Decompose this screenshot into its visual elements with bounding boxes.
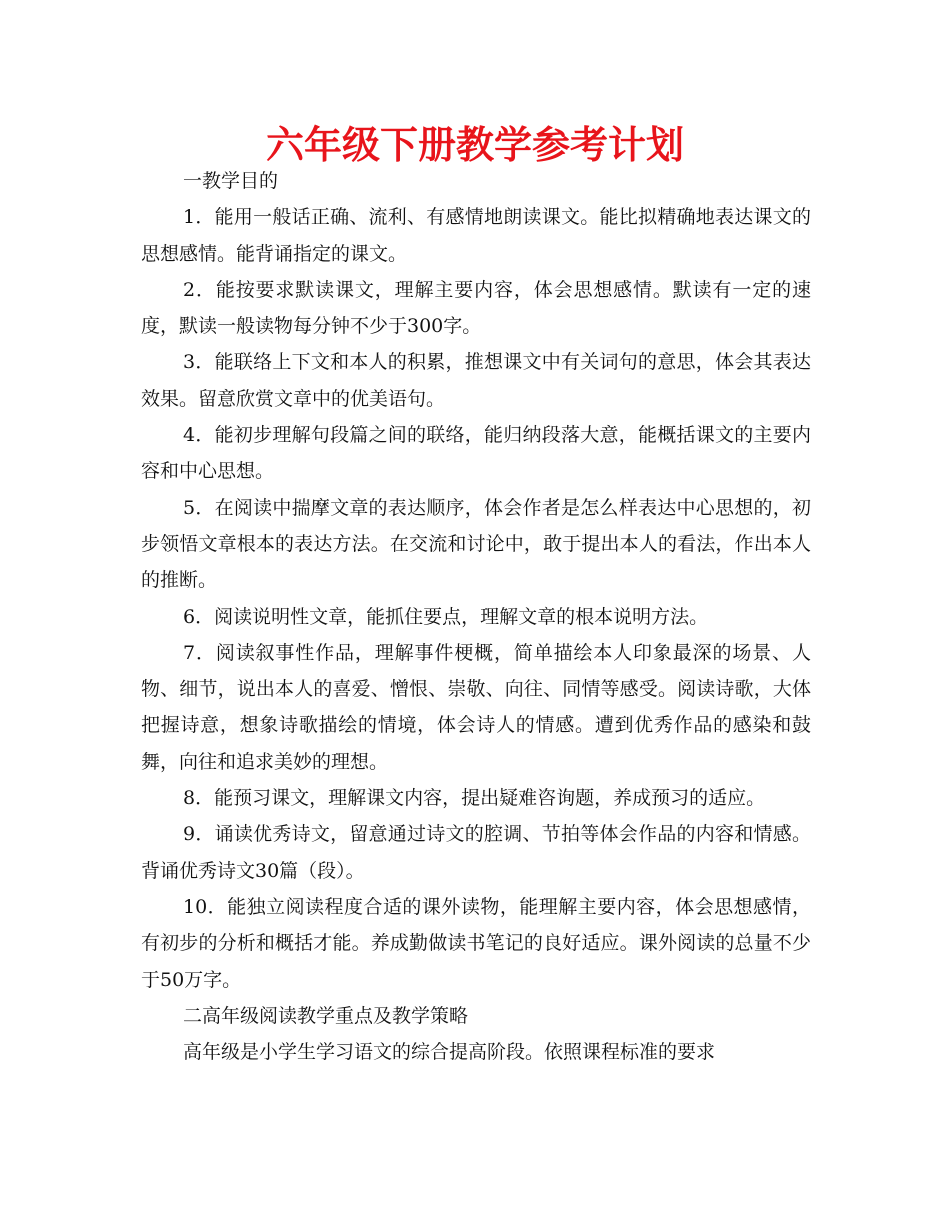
section-heading-teaching-goals: 一教学目的 bbox=[183, 170, 279, 192]
document-body bbox=[141, 163, 811, 1070]
goal-item-5: 5．在阅读中揣摩文章的表达顺序，体会作者是怎么样表达中心思想的，初步领悟文章根本的表达方法。在交流和讨论中，敢于提出本人的看法，作出本人的推断。 bbox=[141, 496, 811, 592]
goal-item-9: 9．诵读优秀诗文，留意通过诗文的腔调、节拍等体会作品的内容和情感。背诵优秀诗文30篇（段）。 bbox=[141, 823, 811, 882]
document-title: 六年级下册教学参考计划 bbox=[265, 123, 684, 167]
goal-item-4: 4．能初步理解句段篇之间的联络，能归纳段落大意，能概括课文的主要内容和中心思想。 bbox=[141, 424, 811, 483]
goal-item-7: 7．阅读叙事性作品，理解事件梗概，简单描绘本人印象最深的场景、人物、细节，说出本人的喜爱、憎恨、崇敬、向往、同情等感受。阅读诗歌，大体把握诗意，想象诗歌描绘的情境，体会诗人的情感。遭到优秀作品的感染和鼓舞，向往和追求美妙的理想。 bbox=[141, 641, 811, 773]
goal-item-2: 2．能按要求默读课文，理解主要内容，体会思想感情。默读有一定的速度，默读一般读物每分钟不少于300字。 bbox=[141, 278, 811, 338]
goal-item-10: 10．能独立阅读程度合适的课外读物，能理解主要内容，体会思想感情，有初步的分析和概括才能。养成勤做读书笔记的良好适应。课外阅读的总量不少于50万字。 bbox=[141, 895, 811, 991]
goal-item-8: 8．能预习课文，理解课文内容，提出疑难咨询题，养成预习的适应。 bbox=[183, 787, 766, 810]
goal-item-1: 1．能用一般话正确、流利、有感情地朗读课文。能比拟精确地表达课文的思想感情。能背诵指定的课文。 bbox=[141, 206, 811, 265]
goal-item-6: 6．阅读说明性文章，能抓住要点，理解文章的根本说明方法。 bbox=[183, 605, 709, 628]
goal-item-3: 3．能联络上下文和本人的积累，推想课文中有关词句的意思，体会其表达效果。留意欣赏文章中的优美语句。 bbox=[141, 351, 811, 410]
section-heading-reading-focus: 二高年级阅读教学重点及教学策略 bbox=[183, 1004, 469, 1027]
body-paragraph: 高年级是小学生学习语文的综合提高阶段。依照课程标准的要求 bbox=[183, 1041, 716, 1064]
